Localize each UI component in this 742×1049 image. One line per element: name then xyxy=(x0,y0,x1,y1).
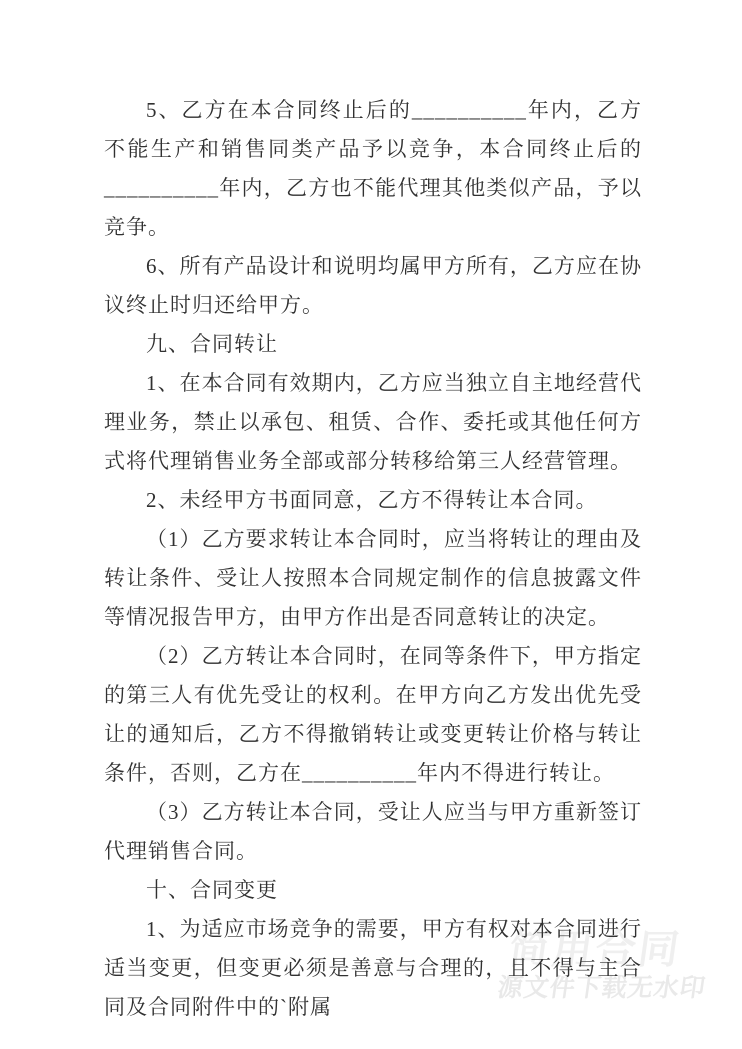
contract-paragraph-10-1: 1、为适应市场竞争的需要，甲方有权对本合同进行适当变更，但变更必须是善意与合理的，且不得与主合同及合同附件中的`附属 xyxy=(104,917,642,1019)
contract-body xyxy=(104,91,642,1027)
contract-paragraph-9-2-3: （3）乙方转让本合同，受让人应当与甲方重新签订代理销售合同。 xyxy=(104,800,642,863)
contract-paragraph-9-2-1: （1）乙方要求转让本合同时，应当将转让的理由及转让条件、受让人按照本合同规定制作的信息披露文件等情况报告甲方，由甲方作出是否同意转让的决定。 xyxy=(104,527,642,629)
watermark-brand: 简用合同 xyxy=(506,928,685,972)
watermark-tagline: 源文件下载无水印 xyxy=(495,974,708,1002)
contract-paragraph-9-1: 1、在本合同有效期内，乙方应当独立自主地经营代理业务，禁止以承包、租赁、合作、委托或其他任何方式将代理销售业务全部或部分转移给第三人经营管理。 xyxy=(104,371,642,473)
contract-paragraph-9-2-2: （2）乙方转让本合同时，在同等条件下，甲方指定的第三人有优先受让的权利。在甲方向乙方发出优先受让的通知后，乙方不得撤销转让或变更转让价格与转让条件，否则，乙方在__________年内不得进行转让。 xyxy=(104,644,642,785)
section-heading-10: 十、合同变更 xyxy=(146,878,278,902)
contract-paragraph-clause-5: 5、乙方在本合同终止后的__________年内，乙方不能生产和销售同类产品予以竞争，本合同终止后的__________年内，乙方也不能代理其他类似产品，予以竞争。 xyxy=(104,98,642,239)
contract-paragraph-clause-6: 6、所有产品设计和说明均属甲方所有，乙方应在协议终止时归还给甲方。 xyxy=(104,254,642,317)
contract-paragraph-9-2: 2、未经甲方书面同意，乙方不得转让本合同。 xyxy=(146,488,598,512)
section-heading-9: 九、合同转让 xyxy=(146,332,278,356)
